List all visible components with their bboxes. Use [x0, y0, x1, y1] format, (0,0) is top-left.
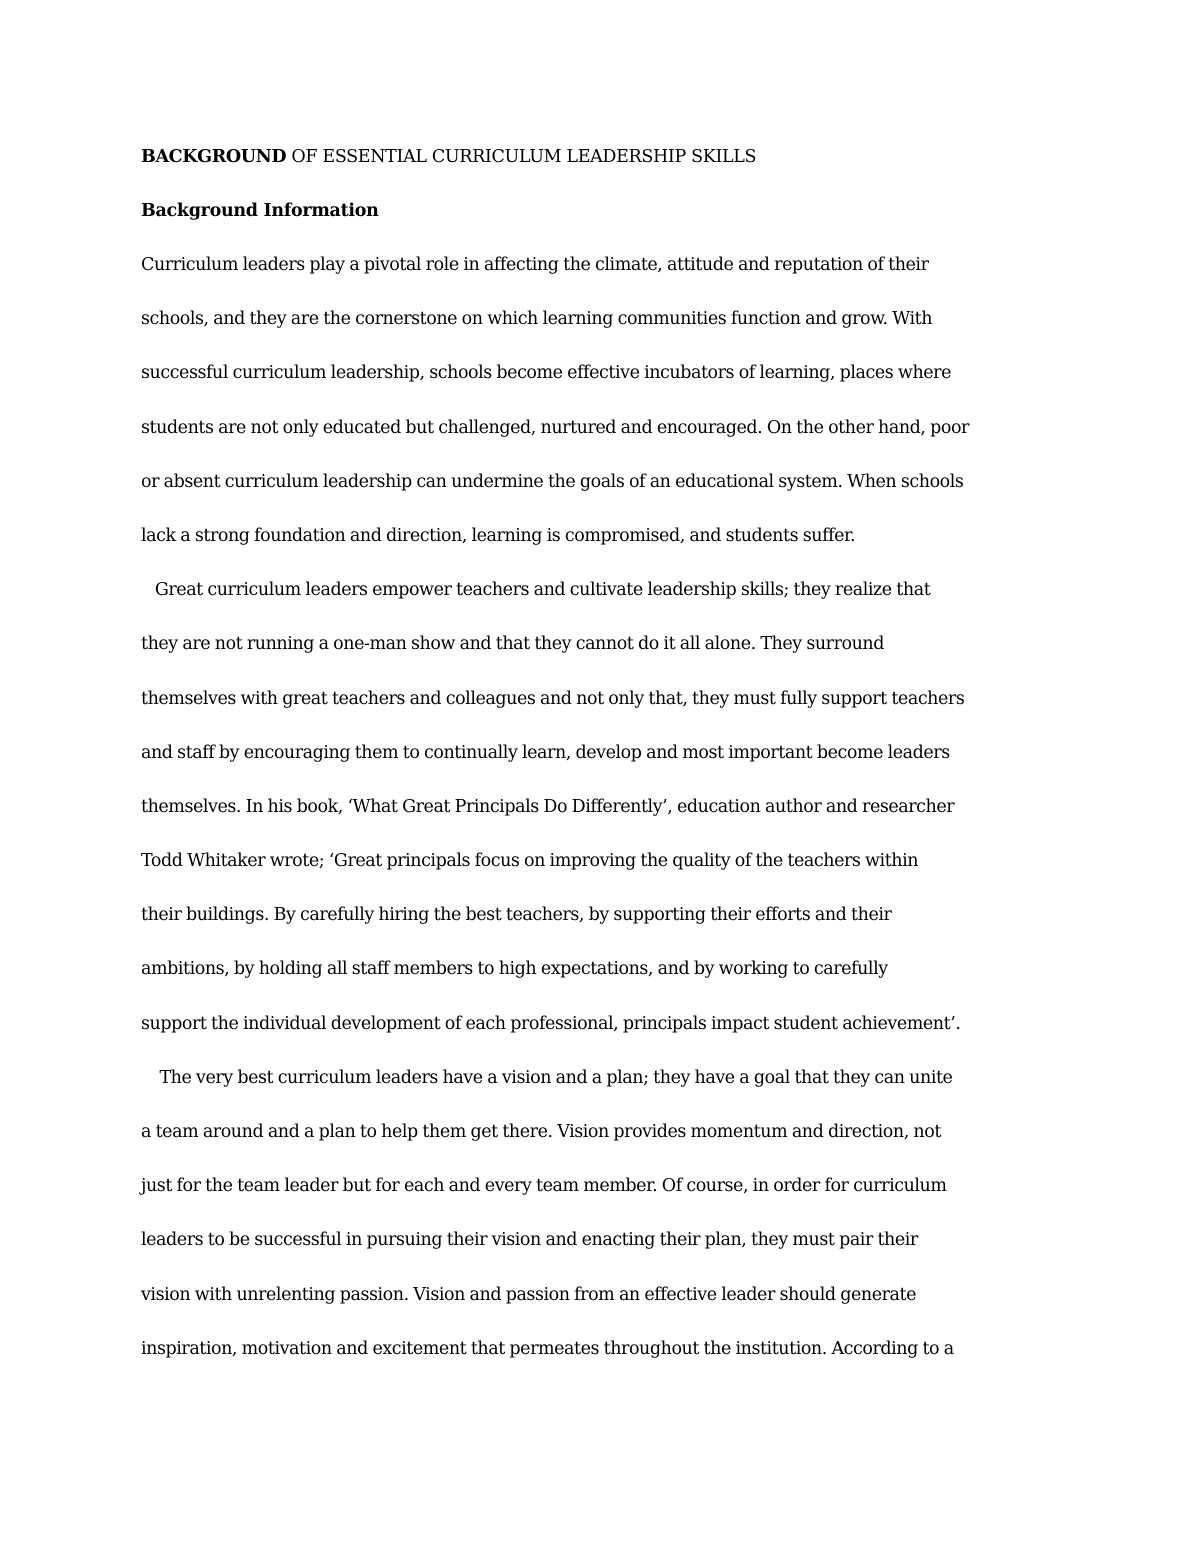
- text-line: Todd Whitaker wrote; ‘Great principals focus on improving the quality of the teachers within: [141, 851, 919, 872]
- section-heading: Background Information: [141, 201, 379, 221]
- text-line: themselves with great teachers and colleagues and not only that, they must fully support teachers: [141, 688, 965, 709]
- text-line: Great curriculum leaders empower teachers and cultivate leadership skills; they realize that: [141, 580, 931, 601]
- text-line: just for the team leader but for each and every team member. Of course, in order for curriculum: [141, 1176, 947, 1197]
- text-line: or absent curriculum leadership can undermine the goals of an educational system. When schools: [141, 471, 964, 492]
- text-line: leaders to be successful in pursuing their vision and enacting their plan, they must pair their: [141, 1230, 918, 1251]
- text-line: themselves. In his book, ‘What Great Principals Do Differently’, education author and researcher: [141, 796, 955, 817]
- text-line: ambitions, by holding all staff members to high expectations, and by working to carefully: [141, 959, 888, 980]
- text-line: The very best curriculum leaders have a vision and a plan; they have a goal that they can unite: [141, 1067, 953, 1088]
- text-line: successful curriculum leadership, schools become effective incubators of learning, places where: [141, 363, 951, 384]
- text-line: inspiration, motivation and excitement that permeates throughout the institution. According to a: [141, 1338, 954, 1359]
- text-line: students are not only educated but challenged, nurtured and encouraged. On the other hand, poor: [141, 417, 969, 438]
- text-line: they are not running a one-man show and that they cannot do it all alone. They surround: [141, 634, 884, 655]
- text-line: vision with unrelenting passion. Vision and passion from an effective leader should generate: [141, 1284, 917, 1305]
- document-title-bold: BACKGROUND: [141, 147, 287, 167]
- text-line: their buildings. By carefully hiring the best teachers, by supporting their efforts and their: [141, 905, 892, 926]
- document-title-rest: OF ESSENTIAL CURRICULUM LEADERSHIP SKILLS: [286, 147, 757, 167]
- text-line: support the individual development of each professional, principals impact student achievement’.: [141, 1013, 961, 1034]
- text-line: schools, and they are the cornerstone on which learning communities function and grow. With: [141, 309, 933, 330]
- text-line: a team around and a plan to help them get there. Vision provides momentum and direction, not: [141, 1122, 941, 1142]
- text-line: Curriculum leaders play a pivotal role in affecting the climate, attitude and reputation of their: [141, 255, 929, 275]
- text-line: lack a strong foundation and direction, learning is compromised, and students suffer.: [141, 525, 856, 546]
- document-title: [141, 130, 1061, 184]
- document-body: [141, 130, 1061, 1376]
- text-line: and staff by encouraging them to continually learn, develop and most important become leaders: [141, 742, 950, 763]
